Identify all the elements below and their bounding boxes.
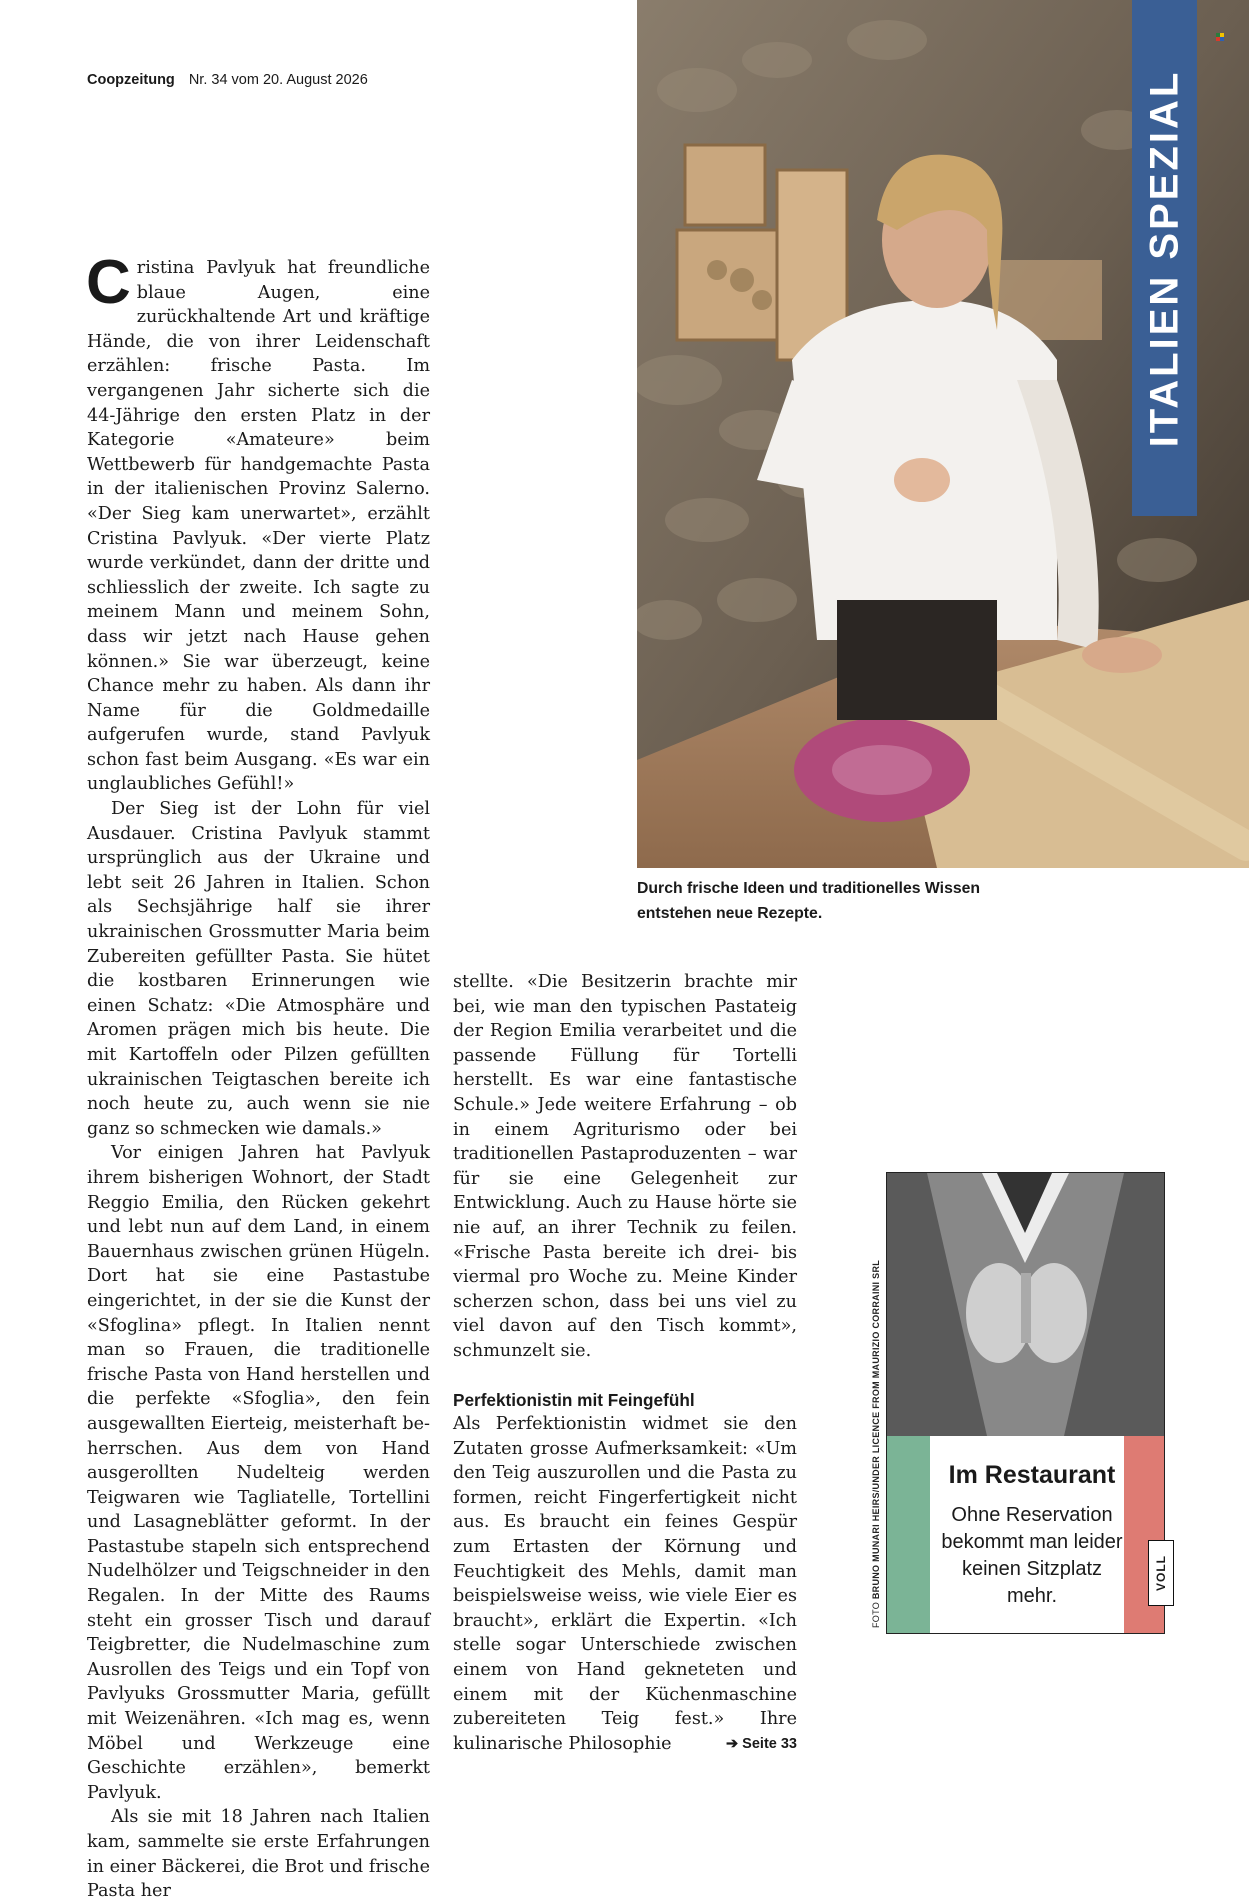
ad-title: Im Restaurant (948, 1461, 1116, 1489)
ad-green-stripe (887, 1436, 930, 1633)
credit-text: BRUNO MUNARI HEIRS/UNDER LICENCE FROM MAURIZIO CORRAINI SRL (871, 1259, 881, 1600)
article-column-2 (453, 970, 797, 1756)
article-paragraph (453, 1412, 797, 1756)
paragraph-text: ristina Pavlyuk hat freundliche blaue Augen, eine zurückhaltende Art und kräftige Hände, die von ihrer Leidenschaft erzählen: frische Pasta. Im vergangenen Jahr sicherte sich die 44-Jährige den ersten Platz in der Kategorie «Amateure» beim Wettbewerb für handgemachte Pasta in der italienischen Provinz Salerno. «Der Sieg kam unerwartet», erzählt Cristina Pavlyuk. «Der vierte Platz wurde verkündet, dann der dritte und schliesslich der zweite. Ich sagte zu meinem Mann und meinem Sohn, dass wir jetzt nach Hause gehen können.» Sie war überzeugt, keine Chance mehr zu haben. Als dann ihr Name für die Goldmedaille aufgerufen wurde, stand Pavlyuk schon fast beim Ausgang. «Es war ein unglaubliches Gefühl!» (87, 258, 430, 795)
ad-photo (887, 1173, 1164, 1436)
ad-box (886, 1172, 1165, 1634)
masthead (87, 72, 368, 88)
article-subhead: Perfektionistin mit Feingefühl (453, 1389, 695, 1410)
photo-credit (871, 1260, 881, 1628)
credit-prefix: FOTO (871, 1601, 881, 1628)
paragraph-text: Als Perfektionistin widmet sie den Zutaten grosse Aufmerksamkeit: «Um den Teig auszurollen und die Pasta zu formen, reicht Fingerfertigkeit nicht aus. Es braucht ein feines Gespür zum Ertasten der Körnung und Feuchtigkeit des Mehls, damit man beispielsweise weiss, wie viele Eier es braucht», erklärt die Expertin. «Ich stelle sogar Unterschiede zwischen einem von Hand gekneteten und einem mit der Küchenmaschine zubereiteten Teig fest.» Ihre kulinarische Philosophie (453, 1414, 797, 1754)
article-paragraph: Vor einigen Jahren hat Pavlyuk ihrem bisherigen Wohnort, der Stadt Reggio Emilia, den Rücken gekehrt und lebt nun auf dem Land, in einem Bauernhaus zwischen grünen Hügeln. Dort hat sie eine Pastastube eingerichtet, in der sie die Kunst der «Sfoglina» pflegt. In Italien nennt man so Frauen, die traditionelle frische Pasta von Hand herstellen und die perfekte «Sfoglia», den fein ausgewallten Eierteig, meisterhaft beherrschen. Aus dem von Hand ausgerollten Nudelteig werden Teigwaren wie Tagliatelle, Tortellini und Lasagneblätter geformt. In der Pastastube stapeln sich entsprechend Nudelhölzer und Teigschneider in den Regalen. In der Mitte des Raums steht ein grosser Tisch und darauf Teigbretter, die Nudelmaschine zum Ausrollen des Teigs und ein Topf von Pavlyuks Grossmutter Maria, gefüllt mit Weizenähren. «Ich mag es, wenn Möbel und Werkzeuge eine Geschichte erzählen», bemerkt Pavlyuk. (87, 1143, 430, 1803)
voll-badge-label: VOLL (1154, 1555, 1168, 1591)
article-column-1 (86, 248, 430, 1904)
section-banner (1132, 0, 1197, 516)
article-paragraph: stellte. «Die Besitzerin brachte mir bei, wie man den typischen Pastateig der Region Emilia verarbeitet und die passende Füllung für Tortelli herstellt. Es war eine fantastische Schule.» Jede weitere Erfahrung – ob in einem Agriturismo oder bei traditionellen Pastaproduzenten – war für sie eine Gelegenheit zur Entwicklung. Auch zu Hause hörte sie nie auf, an ihrer Technik zu feilen. «Frische Pasta bereite ich drei- bis viermal pro Woche zu. Meine Kinder scherzen schon, dass bei uns viel zu viel davon auf den Tisch kommt», schmunzelt sie. (453, 972, 797, 1361)
corner-color-mark (1216, 33, 1224, 41)
article-paragraph: Als sie mit 18 Jahren nach Italien kam, sammelte sie erste Erfahrungen in einer Bäckerei, die Brot und frische Pasta her (87, 1807, 430, 1902)
section-banner-label: ITALIEN SPEZIAL (1142, 69, 1187, 447)
photo-caption: Durch frische Ideen und traditionelles Wissen entstehen neue Rezepte. (637, 880, 981, 922)
drop-cap: C (86, 248, 131, 317)
continued-link[interactable]: ➔ Seite 33 (726, 1735, 797, 1752)
article-paragraph (86, 248, 430, 797)
ad-text: Ohne Reservation bekommt man leider keinen Sitzplatz mehr. (941, 1504, 1123, 1607)
voll-badge (1148, 1540, 1174, 1606)
masthead-brand: Coopzeitung (87, 72, 175, 88)
article-paragraph: Der Sieg ist der Lohn für viel Ausdauer. Cristina Pavlyuk stammt ursprünglich aus der Ukraine und lebt seit 26 Jahren in Italien. Schon als Sechsjährige half sie ihrer ukrainischen Grossmutter Maria beim Zubereiten gefüllter Pasta. Sie hütet die kostbaren Erinnerungen wie einen Schatz: «Die Atmosphäre und Aromen prägen mich bis heute. Die mit Kartoffeln oder Pilzen gefüllten ukrainischen Teigtaschen bereite ich noch heute zu, auch wenn sie nie ganz so schmecken wie damals.» (87, 799, 430, 1139)
masthead-issue: Nr. 34 vom 20. August 2026 (188, 72, 368, 88)
